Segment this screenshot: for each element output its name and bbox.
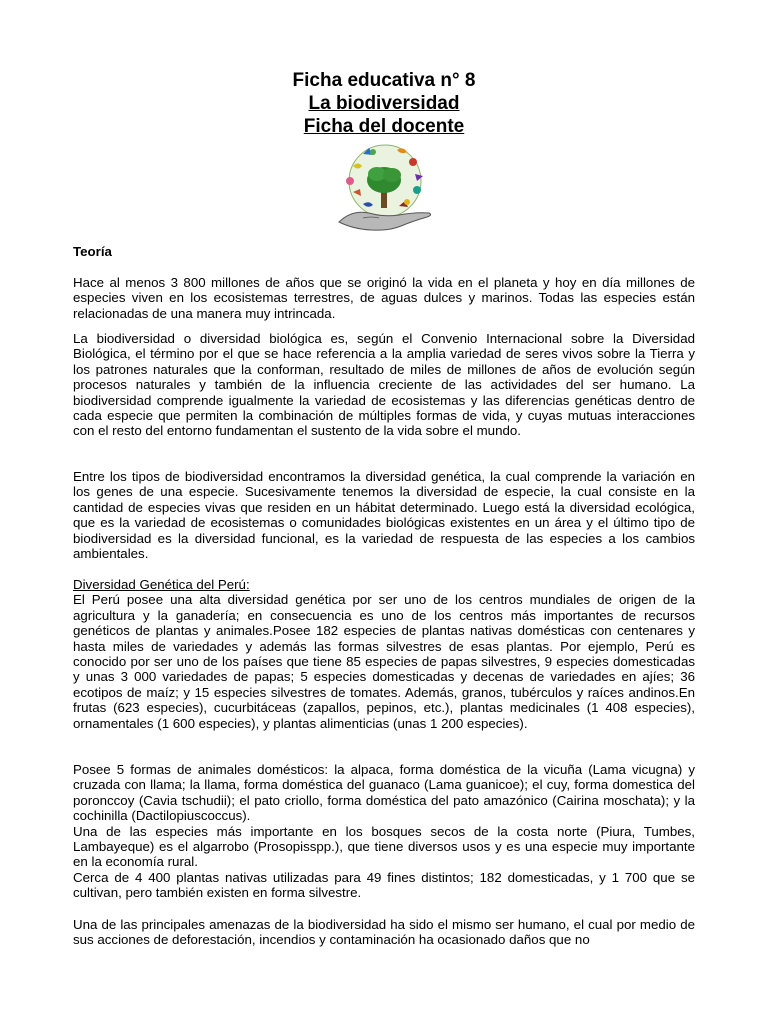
- paragraph-5-block: [73, 762, 695, 901]
- document-title: Ficha educativa n° 8: [292, 70, 476, 91]
- paragraph-3-text: Entre los tipos de biodiversidad encontramos la diversidad genética, la cual comprende la variación en los genes de una especie. Sucesivamente tenemos la diversidad de especie, la cual consiste en la cantidad de especies vivas que residen en un hábitat determinado. Luego está la diversidad ecológica, que es la variedad de ecosistemas o comunidades biológicas existentes en un área y el último tipo de biodiversidad es la diversidad funcional, es la variedad de respuesta de las especies a los cambios ambientales.: [73, 469, 695, 562]
- peru-section: [73, 577, 695, 731]
- paragraph-8-text: Una de las principales amenazas de la biodiversidad ha sido el mismo ser humano, el cual por medio de sus acciones de deforestación, incendios y contaminación ha ocasionado daños que no: [73, 917, 695, 948]
- paragraph-4-text: El Perú posee una alta diversidad genética por ser uno de los centros mundiales de origen de la agricultura y la ganadería; en consecuencia es uno de los centros más importantes de recursos genéticos de plantas y animales.Posee 182 especies de plantas nativas domésticas con centenares y hasta miles de variedades y además las formas silvestres de esas plantas. Por ejemplo, Perú es conocido por ser uno de los países que tiene 85 especies de papas silvestres, 9 especies domesticadas y unas 3 000 variedades de papas; 5 especies domesticadas y decenas de variedades en ajíes; 36 ecotipos de maíz; y 15 especies silvestres de tomates. Además, granos, tubérculos y raíces andinos.En frutas (623 especies), cucurbitáceas (zapallos, pepinos, etc.), plantas medicinales (1 408 especies), ornamentales (1 600 especies), y plantas alimenticias (unas 1 200 especies).: [73, 592, 695, 731]
- document-subtitle: La biodiversidad: [308, 93, 460, 114]
- title-block: [0, 69, 768, 138]
- biodiversity-globe-hand-icon: [333, 144, 435, 232]
- peru-heading: Diversidad Genética del Perú:: [73, 577, 250, 592]
- paragraph-2: [73, 331, 695, 439]
- paragraph-7-text: Cerca de 4 400 plantas nativas utilizadas para 49 fines distintos; 182 domesticadas, y 1 700 que se cultivan, pero también existen en forma silvestre.: [73, 869, 695, 901]
- paragraph-5-text: Posee 5 formas de animales domésticos: la alpaca, forma doméstica de la vicuña (Lama vicugna) y cruzada con llama; la llama, forma doméstica del guanaco (Lama guanicoe); el cuy, forma domestica del poronccoy (Cavia tschudii); el pato criollo, forma doméstica del pato amazónico (Cairina moschata); y la cochinilla (Dactilopiuscoccus).: [73, 762, 695, 824]
- paragraph-8: [73, 917, 695, 948]
- document-audience: Ficha del docente: [303, 116, 465, 137]
- paragraph-6-text: Una de las especies más importante en los bosques secos de la costa norte (Piura, Tumbes, Lambayeque) es el algarrobo (Prosopisspp.), que tiene diversos usos y es una especie muy importante en la economía rural.: [73, 823, 695, 870]
- paragraph-1: [73, 275, 695, 321]
- teoria-heading: [73, 244, 695, 259]
- paragraph-1-text: Hace al menos 3 800 millones de años que se originó la vida en el planeta y hoy en día millones de especies viven en los ecosistemas terrestres, de aguas dulces y marinos. Todas las especies están relacionadas de una manera muy intrincada.: [73, 275, 695, 321]
- paragraph-3: [73, 469, 695, 561]
- teoria-heading-text: Teoría: [73, 244, 112, 259]
- paragraph-2-text: La biodiversidad o diversidad biológica es, según el Convenio Internacional sobre la Diversidad Biológica, el término por el que se hace referencia a la amplia variedad de seres vivos sobre la Tierra y los patrones naturales que la conforman, resultado de miles de millones de años de evolución según procesos naturales y también de la influencia creciente de las actividades del ser humano. La biodiversidad comprende igualmente la variedad de ecosistemas y las diferencias genéticas dentro de cada especie que permiten la combinación de múltiples formas de vida, y cuyas mutuas interacciones con el resto del entorno fundamentan el sustento de la vida sobre el mundo.: [73, 331, 695, 439]
